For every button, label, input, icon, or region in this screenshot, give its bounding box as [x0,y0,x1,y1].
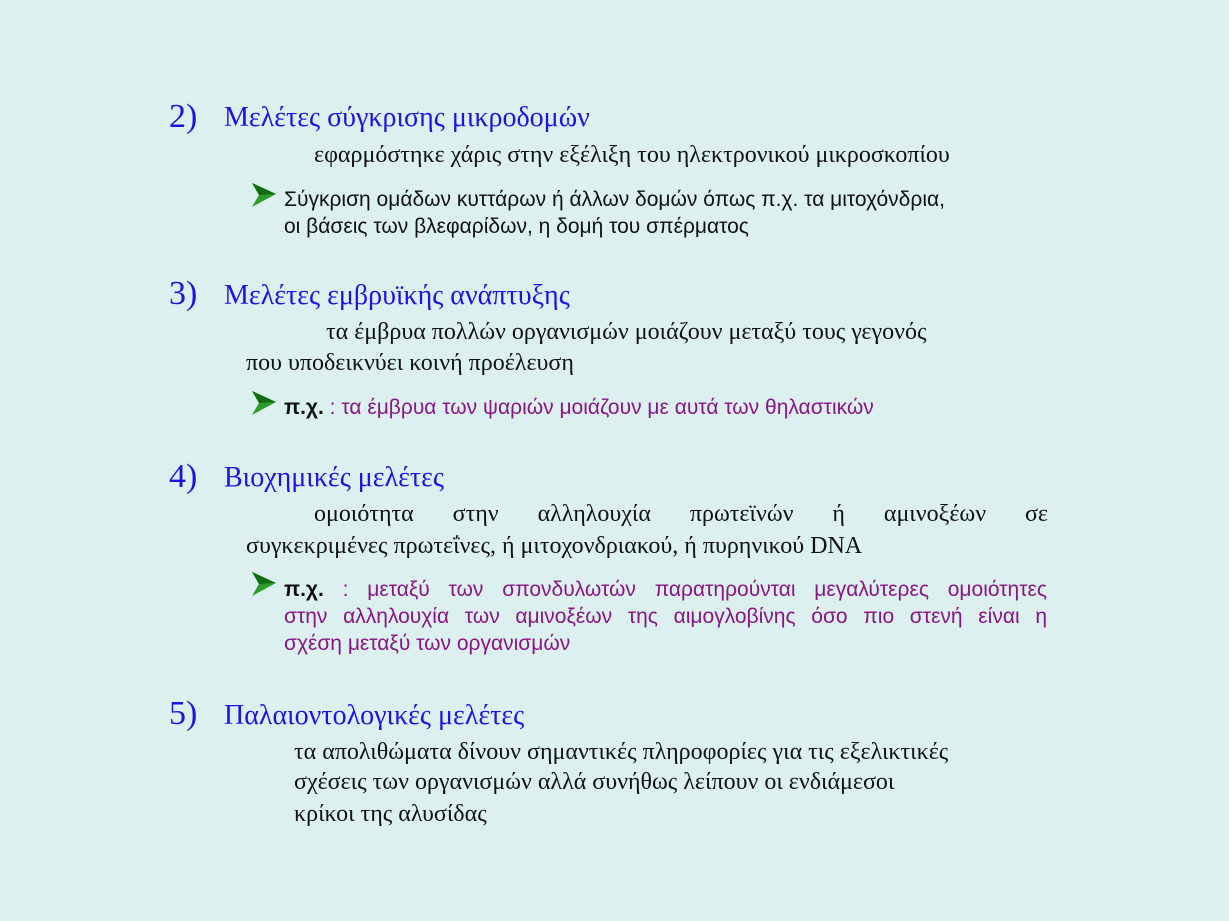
example-text: τα έμβρυα των ψαριών μοιάζουν με αυτά των θηλαστικών [341,396,874,419]
bullet-line: στην αλληλουχία των αμινοξέων της αιμογλοβίνης όσο πιο στενή είναι η [284,605,1047,628]
section-description-line: κρίκοι της αλυσίδας [294,801,487,827]
section-description-line: συγκεκριμένες πρωτεΐνες, ή μιτοχονδριακού, ή πυρηνικού DNA [246,533,863,559]
bullet-arrow-icon [250,181,278,209]
bullet-arrow-icon [250,389,278,417]
section-number: 3) [169,275,198,312]
bullet-line: Σύγκριση ομάδων κυττάρων ή άλλων δομών όπως π.χ. τα μιτοχόνδρια, [284,188,945,211]
example-separator: : [323,396,342,419]
section-description-line: τα έμβρυα πολλών οργανισμών μοιάζουν μεταξύ τους γεγονός [326,319,927,345]
section-description-line: τα απολιθώματα δίνουν σημαντικές πληροφορίες για τις εξελικτικές [294,739,949,765]
section-description-line: σχέσεις των οργανισμών αλλά συνήθως λείπουν οι ενδιάμεσοι [294,769,895,795]
section-title: Μελέτες σύγκρισης μικροδομών [224,102,590,133]
section-number: 4) [169,458,198,495]
bullet-line: οι βάσεις των βλεφαρίδων, η δομή του σπέρματος [284,215,749,238]
bullet-arrow-icon [250,570,278,598]
section-description-line: ομοιότητα στην αλληλουχία πρωτεϊνών ή αμινοξέων σε [314,501,1048,527]
bullet-text [284,186,945,240]
section-number: 2) [169,98,198,135]
section-number: 5) [169,695,198,732]
section-description-line: που υποδεικνύει κοινή προέλευση [246,350,574,376]
section-description-line: εφαρμόστηκε χάρις στην εξέλιξη του ηλεκτρονικού μικροσκοπίου [314,142,950,168]
bullet-text [284,576,1047,657]
example-label: π.χ. [284,396,324,419]
bullet-line [284,576,1047,603]
section-title: Βιοχημικές μελέτες [224,462,444,493]
example-text: μεταξύ των σπονδυλωτών παρατηρούνται μεγαλύτερες ομοιότητες [367,578,1047,601]
bullet-line: σχέση μεταξύ των οργανισμών [284,632,571,655]
section-title: Παλαιοντολογικές μελέτες [224,700,525,731]
section-title: Μελέτες εμβρυϊκής ανάπτυξης [224,280,570,311]
example-separator: : [323,578,368,601]
bullet-text [284,394,874,421]
example-label: π.χ. [284,578,324,601]
